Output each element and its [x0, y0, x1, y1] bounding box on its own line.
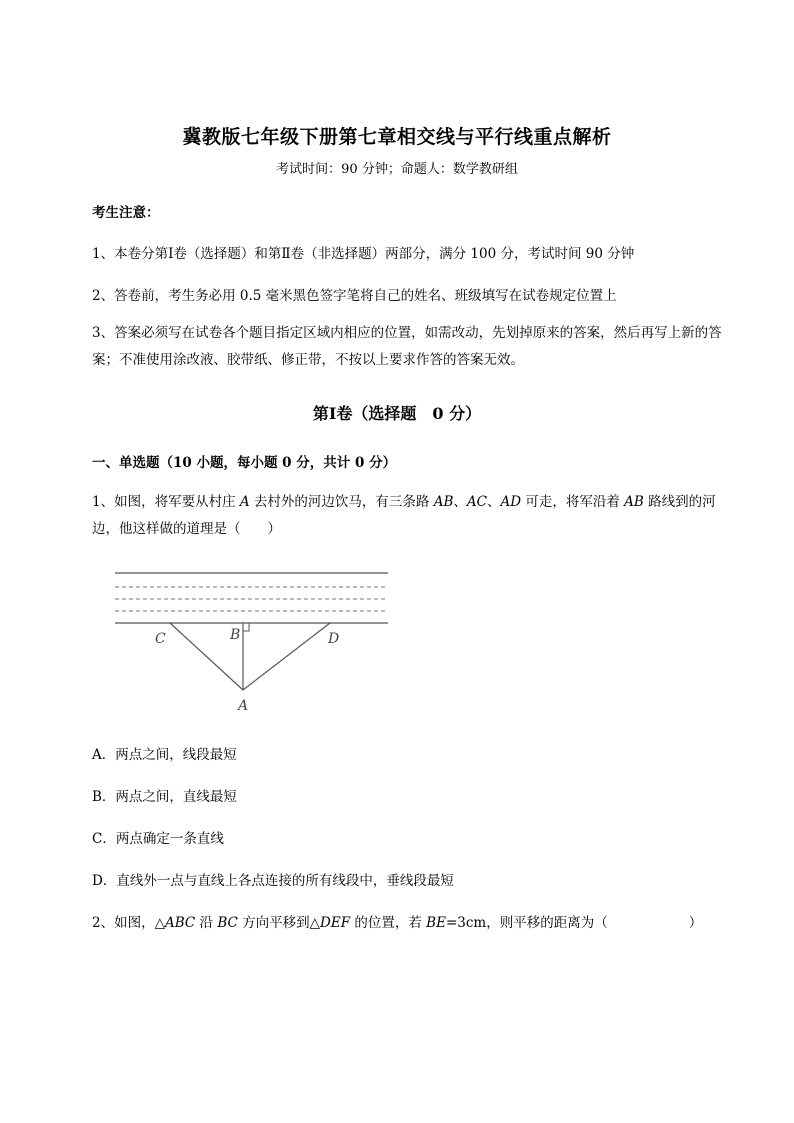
question-2-stem: [92, 911, 702, 931]
q2-var: DEF: [320, 915, 351, 931]
option-d[interactable]: D．直线外一点与直线上各点连接的所有线段中，垂线段最短: [92, 873, 454, 889]
option-c[interactable]: C．两点确定一条直线: [92, 831, 224, 847]
q1-text: 可走，将军沿着: [521, 494, 625, 510]
q2-text: 的位置，若: [350, 915, 427, 931]
q2-text: =3cm，则平移的距离为（ ）: [445, 915, 703, 931]
question-1-stem: [92, 489, 742, 543]
q2-var: BC: [217, 915, 238, 931]
page-title: 冀教版七年级下册第七章相交线与平行线重点解析: [182, 126, 612, 148]
part-heading: 一、单选题（10 小题，每小题 0 分，共计 0 分）: [92, 455, 397, 471]
note-item: 3、答案必须写在试卷各个题目指定区域内相应的位置，如需改动，先划掉原来的答案，然后再写上新的答案；不准使用涂改液、胶带纸、修正带，不按以上要求作答的答案无效。: [92, 325, 722, 368]
q2-text: 2、如图，△: [92, 915, 165, 931]
q2-text: 沿: [195, 915, 218, 931]
q1-text: 路线到的河边，他这样做的道理是（ ）: [92, 494, 716, 537]
segment-ad: [243, 623, 330, 690]
q1-var: AB: [624, 494, 644, 510]
question-1-figure: [110, 565, 395, 720]
q1-text: 、: [487, 494, 501, 510]
label-d: D: [328, 631, 340, 647]
section-title: 第Ⅰ卷（选择题 0 分）: [312, 404, 482, 423]
q1-var: AC: [466, 494, 487, 510]
q1-var: A: [239, 494, 250, 510]
q2-text: 方向平移到△: [237, 915, 321, 931]
label-a: A: [238, 698, 249, 714]
q2-var: ABC: [164, 915, 196, 931]
notes-heading: 考生注意：: [92, 205, 160, 221]
q1-var: AB: [433, 494, 454, 510]
exam-info: 考试时间：90 分钟；命题人：数学教研组: [276, 162, 518, 177]
q2-var: BE: [426, 915, 446, 931]
option-b[interactable]: B．两点之间，直线最短: [92, 789, 237, 805]
label-b: B: [230, 627, 241, 643]
label-c: C: [155, 631, 166, 647]
q1-text: 1、如图，将军要从村庄: [92, 494, 240, 510]
right-angle-mark: [243, 623, 249, 631]
note-item: 1、本卷分第Ⅰ卷（选择题）和第Ⅱ卷（非选择题）两部分，满分 100 分，考试时间 90 分钟: [92, 246, 635, 262]
q1-text: 、: [453, 494, 467, 510]
q1-text: 去村外的河边饮马，有三条路: [249, 494, 434, 510]
q1-var: AD: [500, 494, 522, 510]
option-a[interactable]: A．两点之间，线段最短: [92, 747, 237, 763]
note-item: 2、答卷前，考生务必用 0.5 毫米黑色签字笔将自己的姓名、班级填写在试卷规定位置上: [92, 288, 617, 304]
